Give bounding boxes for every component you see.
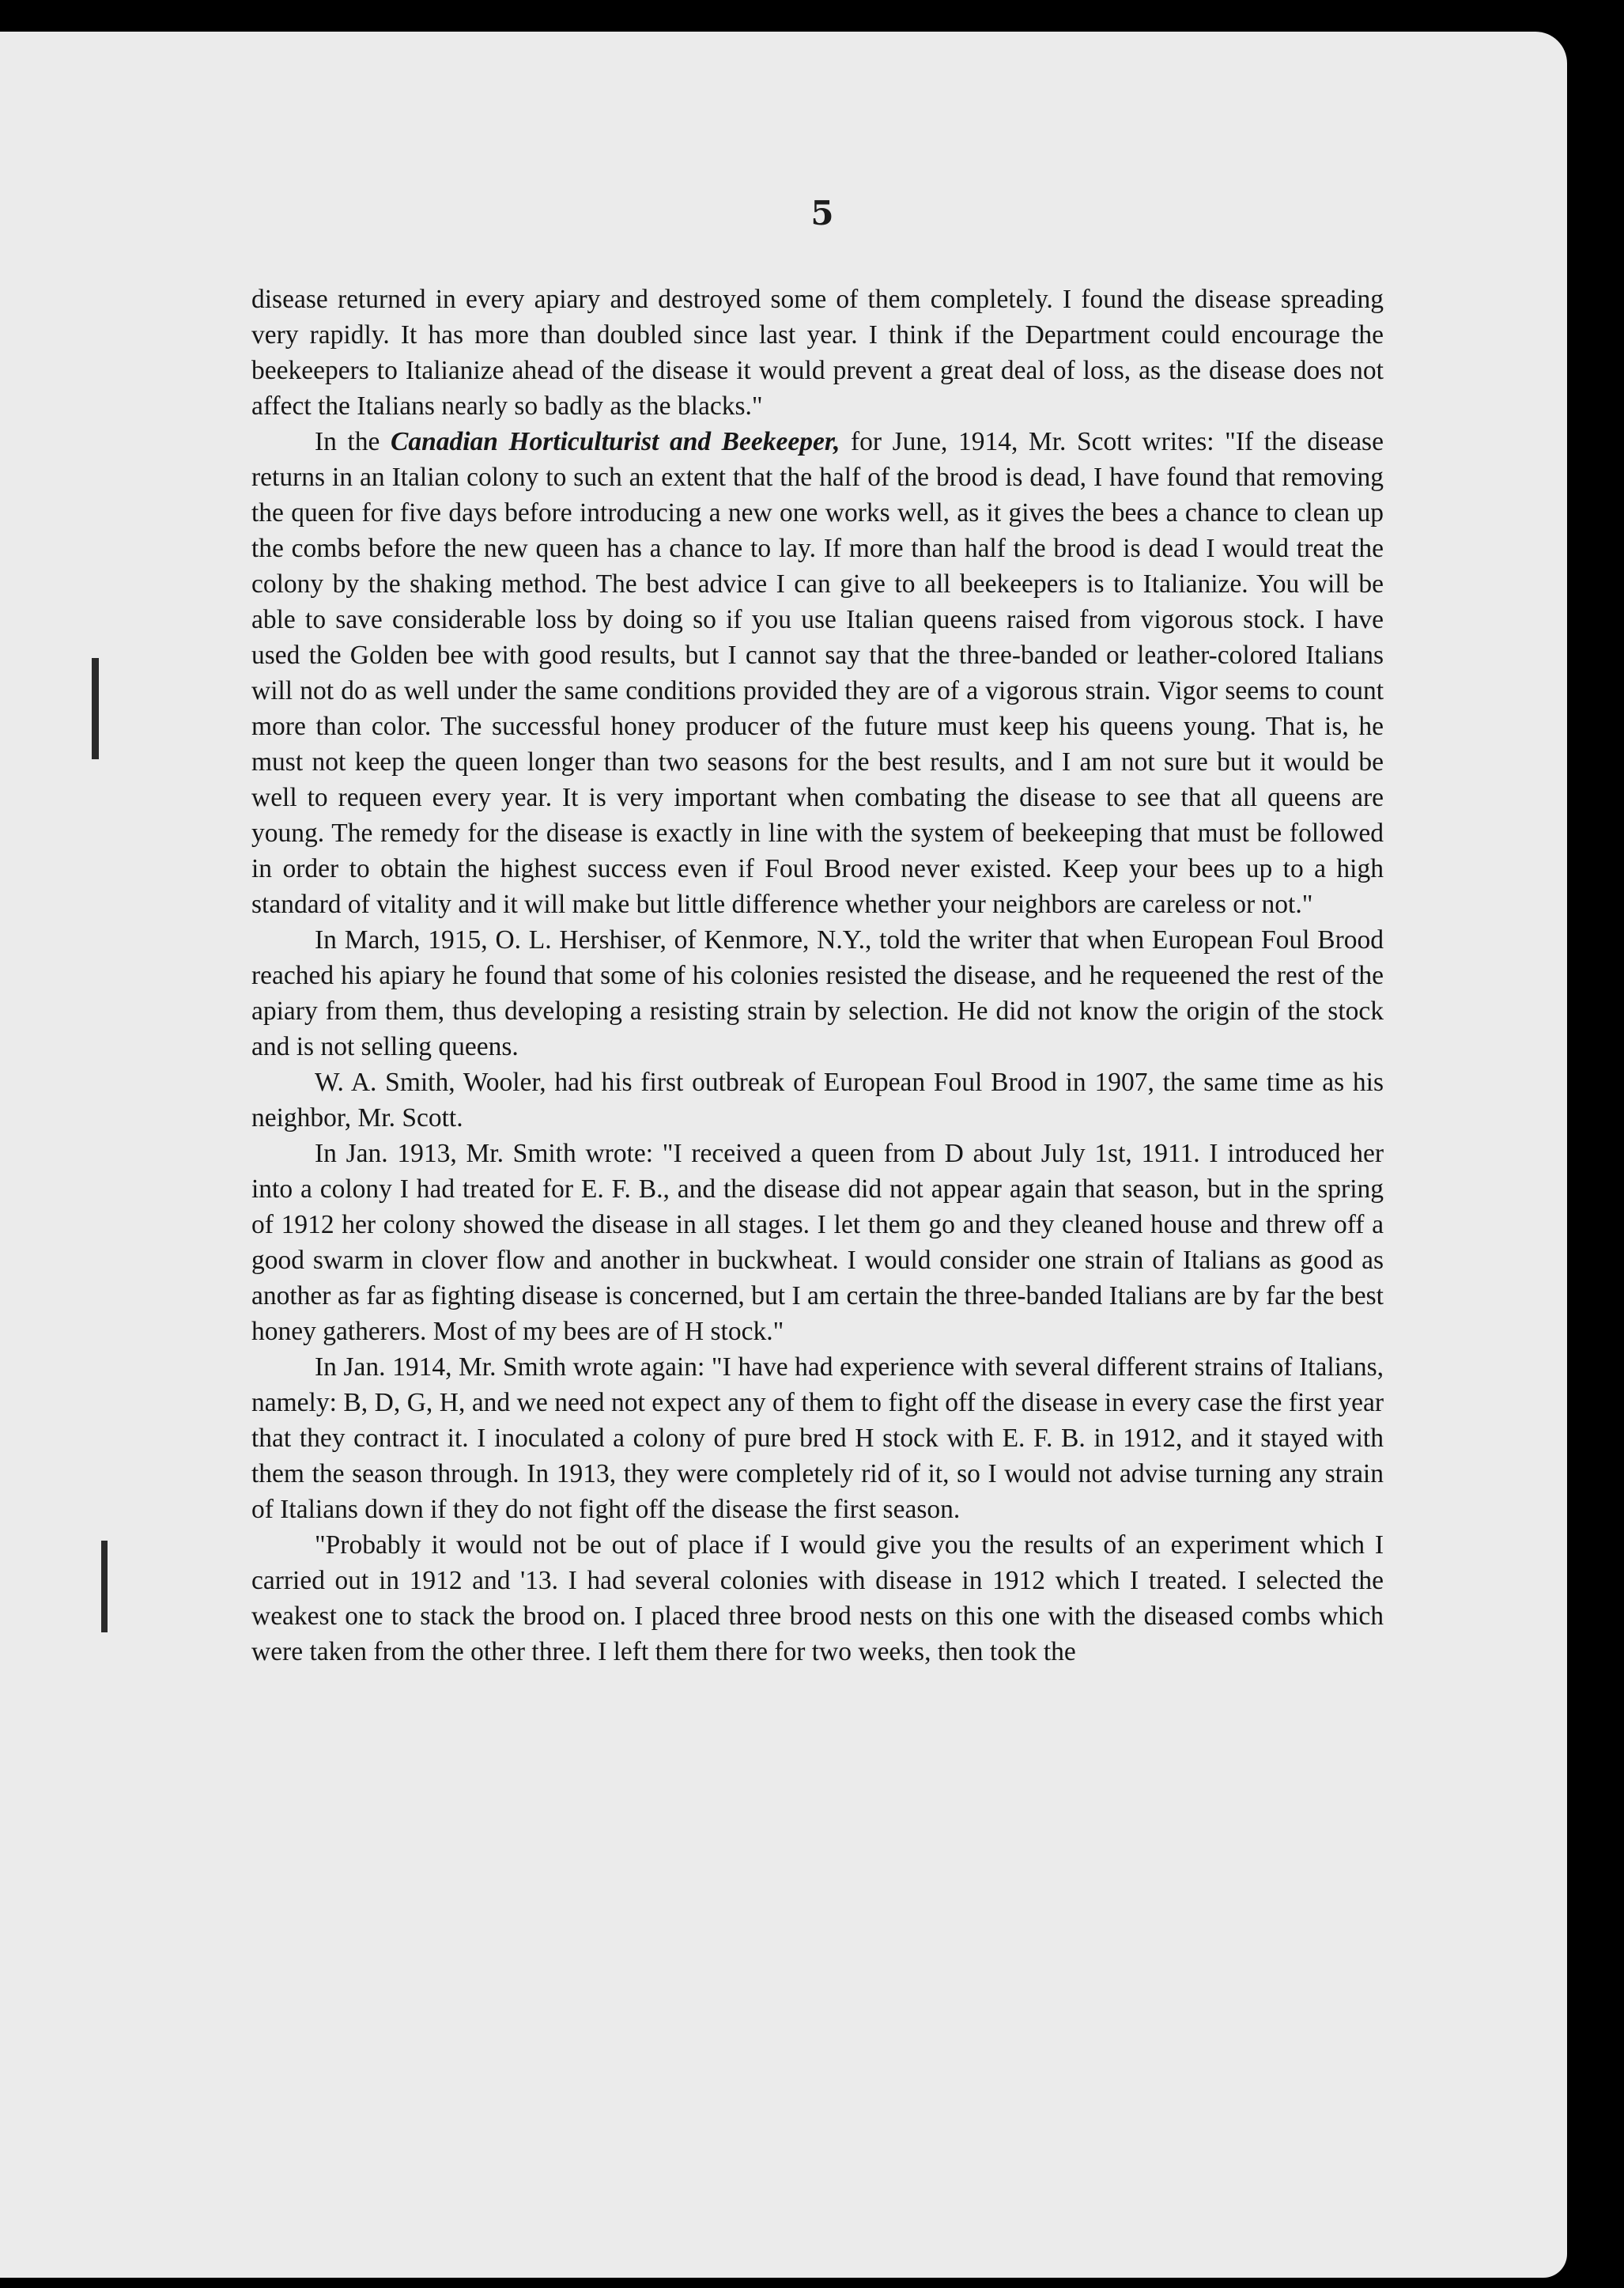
paragraph-6-text: In Jan. 1914, Mr. Smith wrote again: "I have had experience with several different strains of Italians, namely: B, D, G, H, and we need not expect any of them to fight off the disease in every case the first year that they contract it. I inoculated a colony of pure bred H stock with E. F. B. in 1912, and it stayed with them the season through. In 1913, they were completely rid of it, so I would not advise turning any strain of Italians down if they do not fight off the disease the first season. — [251, 1352, 1384, 1524]
paragraph-2 — [251, 424, 1384, 922]
paragraph-1 — [251, 282, 1384, 424]
body-text — [251, 282, 1384, 1670]
binding-hole-mark-upper — [92, 658, 99, 759]
book-page — [0, 32, 1567, 2278]
publication-title: Canadian Horticulturist and Beekeeper, — [390, 427, 840, 456]
paragraph-6 — [251, 1349, 1384, 1527]
paragraph-1-text: disease returned in every apiary and destroyed some of them completely. I found the disease spreading very rapidly. It has more than doubled since last year. I think if the Department could encourage the beekeepers to Italianize ahead of the disease it would prevent a great deal of loss, as the disease does not affect the Italians nearly so badly as the blacks." — [251, 285, 1384, 421]
paragraph-5 — [251, 1136, 1384, 1349]
paragraph-7-text: "Probably it would not be out of place if I would give you the results of an experiment which I carried out in 1912 and '13. I had several colonies with disease in 1912 which I treated. I selected the weakest one to stack the brood on. I placed three brood nests on this one with the diseased combs which were taken from the other three. I left them there for two weeks, then took the — [251, 1530, 1384, 1666]
paragraph-2-text: for June, 1914, Mr. Scott writes: "If the disease returns in an Italian colony to such an extent that the half of the brood is dead, I have found that removing the queen for five days before introducing a new one works well, as it gives the bees a chance to clean up the combs before the new queen has a chance to lay. If more than half the brood is dead I would treat the colony by the shaking method. The best advice I can give to all beekeepers is to Italianize. You will be able to save considerable loss by doing so if you use Italian queens raised from vigorous stock. I have used the Golden bee with good results, but I cannot say that the three-banded or leather-colored Italians will not do as well under the same conditions provided they are of a vigorous strain. Vigor seems to count more than color. The successful honey producer of the future must keep his queens young. That is, he must not keep the queen longer than two seasons for the best results, and I am not sure but it would be well to requeen every year. It is very important when combating the disease to see that all queens are young. The remedy for the disease is exactly in line with the system of beekeeping that must be followed in order to obtain the highest success even if Foul Brood never existed. Keep your bees up to a high standard of vitality and it will make but little difference whether your neighbors are careless or not." — [251, 427, 1384, 919]
paragraph-4-text: W. A. Smith, Wooler, had his first outbreak of European Foul Brood in 1907, the same time as his neighbor, Mr. Scott. — [251, 1068, 1384, 1133]
paragraph-7 — [251, 1527, 1384, 1670]
paragraph-4 — [251, 1065, 1384, 1136]
page-number: 5 — [810, 194, 834, 233]
paragraph-5-text: In Jan. 1913, Mr. Smith wrote: "I received a queen from D about July 1st, 1911. I introduced her into a colony I had treated for E. F. B., and the disease did not appear again that season, but in the spring of 1912 her colony showed the disease in all stages. I let them go and they cleaned house and threw off a good swarm in clover flow and another in buckwheat. I would consider one strain of Italians as good as another as far as fighting disease is concerned, but I am certain the three-banded Italians are by far the best honey gatherers. Most of my bees are of H stock." — [251, 1139, 1384, 1346]
paragraph-2-lead: In the — [315, 427, 391, 456]
paragraph-3-text: In March, 1915, O. L. Hershiser, of Kenmore, N.Y., told the writer that when European Foul Brood reached his apiary he found that some of his colonies resisted the disease, and he requeened the rest of the apiary from them, thus developing a resisting strain by selection. He did not know the origin of the stock and is not selling queens. — [251, 925, 1384, 1061]
paragraph-3 — [251, 922, 1384, 1065]
binding-hole-mark-lower — [101, 1541, 108, 1632]
